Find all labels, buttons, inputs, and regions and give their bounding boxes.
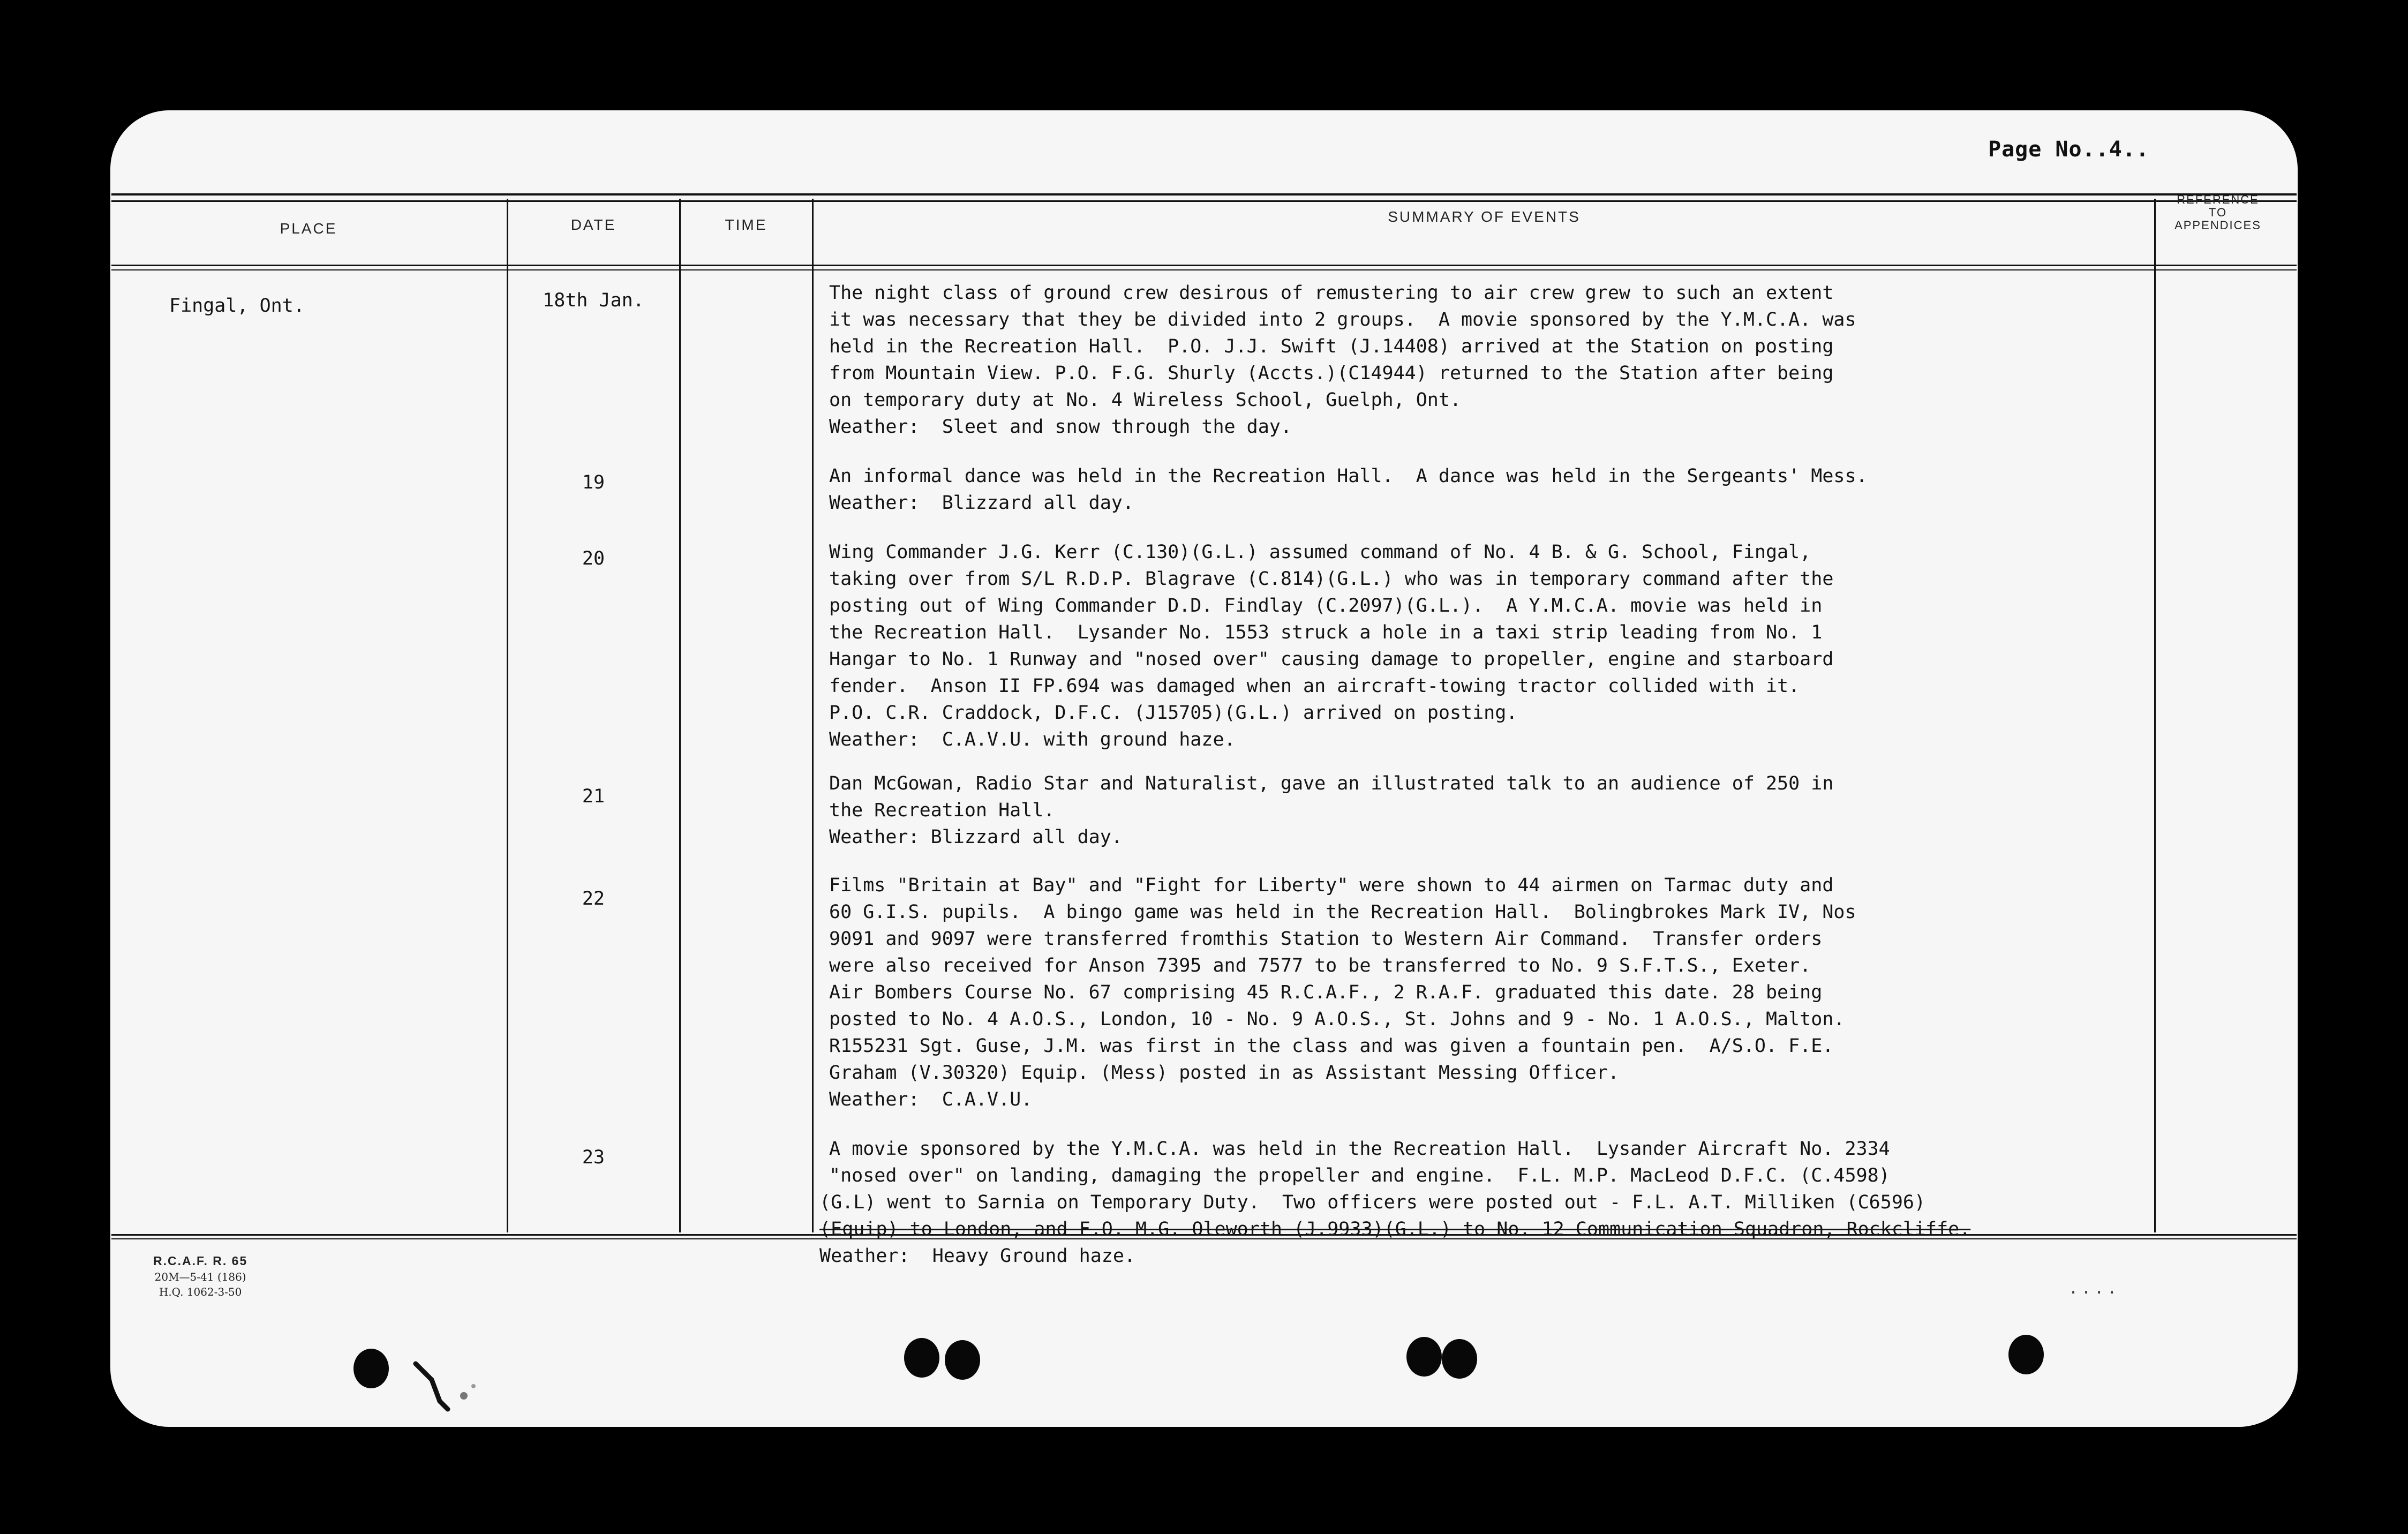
header-reference	[2156, 193, 2279, 232]
entry-line: A movie sponsored by the Y.M.C.A. was held in the Recreation Hall. Lysander Aircraft No. 2334	[829, 1138, 1890, 1160]
header-time: TIME	[725, 216, 767, 233]
form-id-line2: 20M—5-41 (186)	[154, 1270, 246, 1283]
entry-line: Hangar to No. 1 Runway and "nosed over" causing damage to propeller, engine and starboard	[829, 649, 1834, 670]
entry-line: P.O. C.R. Craddock, D.F.C. (J15705)(G.L.) arrived on posting.	[829, 702, 1518, 724]
entry-date-1: 18th Jan.	[543, 290, 644, 311]
place-text: Fingal, Ont.	[169, 295, 305, 317]
header-reference-line1: REFERENCE	[2177, 193, 2259, 206]
entry-line: from Mountain View. P.O. F.G. Shurly (Accts.)(C14944) returned to the Station after being	[829, 363, 1834, 384]
entry-line: fender. Anson II FP.694 was damaged when an aircraft-towing tractor collided with it.	[829, 675, 1800, 697]
punch-hole	[904, 1338, 939, 1378]
trailing-dots: ....	[2068, 1279, 2120, 1298]
entry-line: Air Bombers Course No. 67 comprising 45 R.C.A.F., 2 R.A.F. graduated this date. 28 being	[829, 982, 1823, 1003]
entry-date-3: 20	[582, 548, 605, 569]
entry-line: on temporary duty at No. 4 Wireless School, Guelph, Ont.	[829, 389, 1462, 411]
column-divider-date	[679, 199, 681, 1232]
entry-line: Weather: Heavy Ground haze.	[819, 1245, 1136, 1267]
top-rule-2	[111, 200, 2297, 202]
tear-mark-icon	[410, 1358, 485, 1417]
page-number: Page No..4..	[1988, 137, 2149, 162]
column-divider-summary	[2154, 199, 2156, 1232]
header-reference-line3: APPENDICES	[2174, 219, 2261, 232]
header-rule-2	[111, 269, 2297, 270]
entry-line: Wing Commander J.G. Kerr (C.130)(G.L.) assumed command of No. 4 B. & G. School, Fingal,	[829, 542, 1811, 563]
punch-hole	[1442, 1339, 1477, 1379]
entry-line: Films "Britain at Bay" and "Fight for Liberty" were shown to 44 airmen on Tarmac duty and	[829, 875, 1834, 896]
record-card	[110, 110, 2298, 1427]
entry-date-5: 22	[582, 888, 605, 909]
entry-line: posting out of Wing Commander D.D. Findlay (C.2097)(G.L.). A Y.M.C.A. movie was held in	[829, 595, 1823, 616]
entry-line: it was necessary that they be divided into 2 groups. A movie sponsored by the Y.M.C.A. was	[829, 309, 1856, 330]
header-place: PLACE	[280, 220, 337, 237]
entry-date-4: 21	[582, 786, 605, 807]
entry-date-6: 23	[582, 1147, 605, 1168]
entry-line: The night class of ground crew desirous of remustering to air crew grew to such an extent	[829, 282, 1834, 304]
entry-line: (G.L) went to Sarnia on Temporary Duty. Two officers were posted out - F.L. A.T. Milliken (C6596)	[819, 1192, 1926, 1213]
header-date: DATE	[570, 216, 616, 233]
entry-line: Weather: Blizzard all day.	[829, 492, 1134, 514]
punch-hole	[353, 1349, 389, 1388]
column-divider-place	[507, 199, 508, 1232]
entry-line: taking over from S/L R.D.P. Blagrave (C.814)(G.L.) who was in temporary command after the	[829, 568, 1834, 590]
entry-line: (Equip) to London, and F.O. M.G. Oleworth (J.9933)(G.L.) to No. 12 Communication Squadron, Rockcliffe.	[819, 1219, 1971, 1240]
entry-line: 9091 and 9097 were transferred fromthis Station to Western Air Command. Transfer orders	[829, 928, 1823, 950]
entry-line: "nosed over" on landing, damaging the propeller and engine. F.L. M.P. MacLeod D.F.C. (C.4598)	[829, 1165, 1890, 1186]
form-id-line3: H.Q. 1062-3-50	[159, 1285, 242, 1298]
entry-date-2: 19	[582, 472, 605, 493]
entry-line: Weather: Blizzard all day.	[829, 826, 1123, 848]
form-identifier	[153, 1254, 247, 1298]
entry-line: were also received for Anson 7395 and 7577 to be transferred to No. 9 S.F.T.S., Exeter.	[829, 955, 1811, 976]
punch-hole	[945, 1340, 980, 1380]
punch-hole	[1406, 1337, 1442, 1377]
entry-line: the Recreation Hall. Lysander No. 1553 struck a hole in a taxi strip leading from No. 1	[829, 622, 1823, 643]
entry-line: the Recreation Hall.	[829, 800, 1055, 821]
entry-line: R155231 Sgt. Guse, J.M. was first in the class and was given a fountain pen. A/S.O. F.E.	[829, 1035, 1834, 1057]
entry-line: held in the Recreation Hall. P.O. J.J. Swift (J.14408) arrived at the Station on posting	[829, 336, 1834, 357]
entry-line: Graham (V.30320) Equip. (Mess) posted in as Assistant Messing Officer.	[829, 1062, 1620, 1084]
header-summary: SUMMARY OF EVENTS	[1388, 208, 1581, 225]
entry-line: Weather: C.A.V.U. with ground haze.	[829, 729, 1236, 750]
entry-line: 60 G.I.S. pupils. A bingo game was held in the Recreation Hall. Bolingbrokes Mark IV, Nos	[829, 901, 1856, 923]
header-rule-1	[111, 265, 2297, 266]
entry-line: Dan McGowan, Radio Star and Naturalist, gave an illustrated talk to an audience of 250 in	[829, 773, 1834, 794]
column-divider-time	[812, 199, 814, 1232]
entry-line: Weather: C.A.V.U.	[829, 1089, 1033, 1110]
form-id-line1: R.C.A.F. R. 65	[153, 1254, 248, 1268]
top-rule-1	[111, 193, 2297, 195]
punch-hole	[2008, 1335, 2044, 1374]
entry-line: Weather: Sleet and snow through the day.	[829, 416, 1292, 438]
entry-line: posted to No. 4 A.O.S., London, 10 - No. 9 A.O.S., St. Johns and 9 - No. 1 A.O.S., Malton.	[829, 1009, 1845, 1030]
header-reference-line2: TO	[2208, 206, 2228, 219]
entry-line: An informal dance was held in the Recreation Hall. A dance was held in the Sergeants' Mess.	[829, 465, 1868, 487]
